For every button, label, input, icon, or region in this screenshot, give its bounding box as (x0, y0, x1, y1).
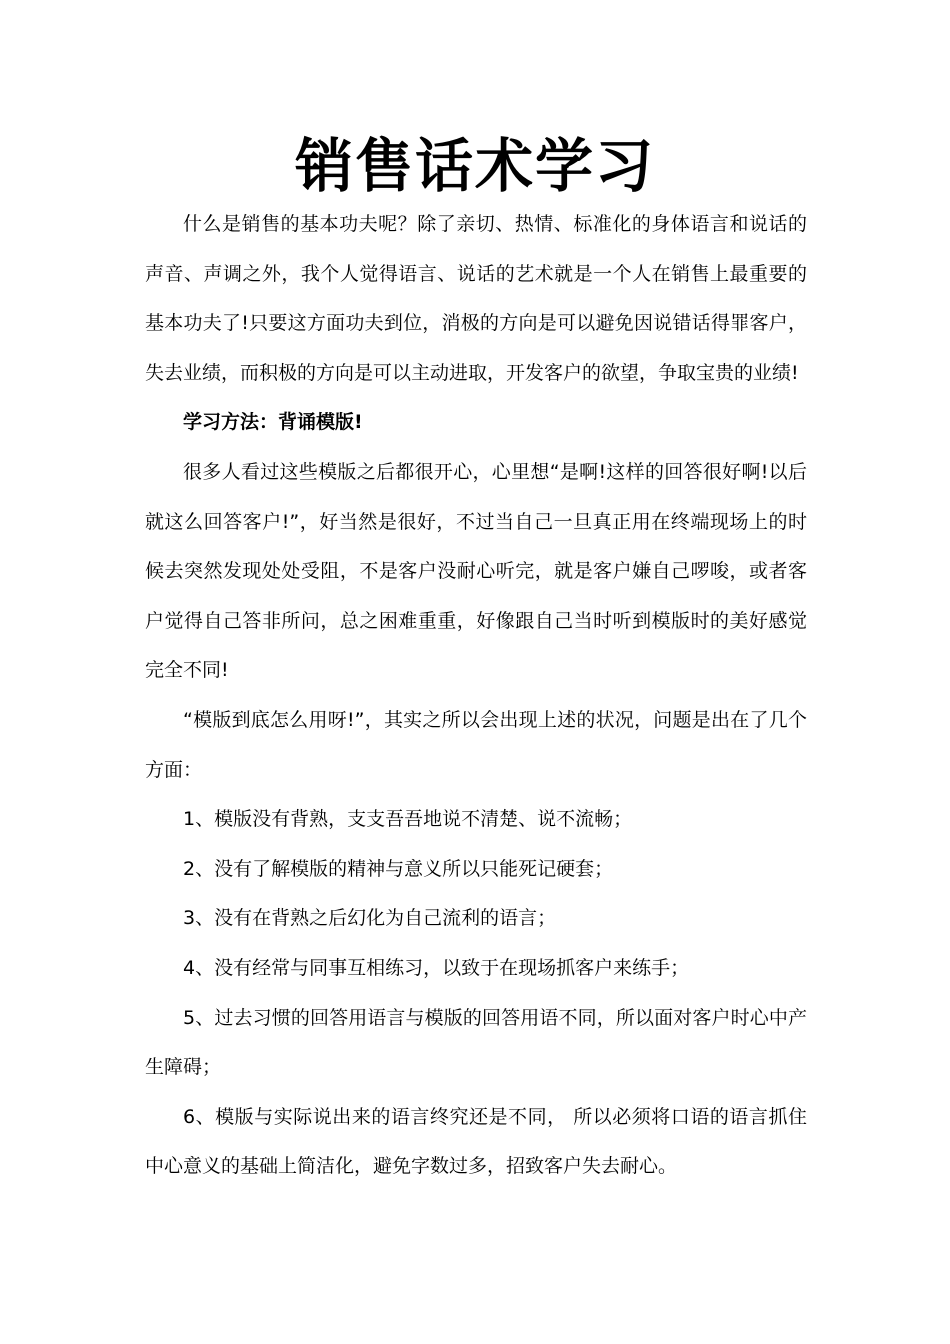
section-heading: 学习方法：背诵模版! (183, 411, 363, 434)
paragraph-question: “模版到底怎么用呀!”，其实之所以会出现上述的状况，问题是出在了几个方面： (145, 708, 807, 781)
list-item: 4、没有经常与同事互相练习，以致于在现场抓客户来练手； (183, 956, 690, 979)
paragraph-problem: 很多人看过这些模版之后都很开心，心里想“是啊!这样的回答很好啊!以后就这么回答客户!”，好当然是很好，不过当自己一旦真正用在终端现场上的时候去突然发现处处受阻，不是客户没耐心听完，就是客户嫌自己啰唆，或者客户觉得自己答非所问，总之困难重重，好像跟自己当时听到模版时的美好感觉完全不同! (145, 460, 807, 682)
list-item: 3、没有在背熟之后幻化为自己流利的语言； (183, 907, 557, 930)
list-item: 6、模版与实际说出来的语言终究还是不同， 所以必须将口语的语言抓住中心意义的基础上简洁化，避免字数过多，招致客户失去耐心。 (145, 1105, 807, 1178)
list-item: 2、没有了解模版的精神与意义所以只能死记硬套； (183, 857, 614, 880)
list-item: 1、模版没有背熟，支支吾吾地说不清楚、说不流畅； (183, 808, 633, 831)
list-item: 5、过去习惯的回答用语言与模版的回答用语不同，所以面对客户时心中产生障碍； (145, 1006, 807, 1079)
document-title: 销售话术学习 (294, 132, 655, 200)
paragraph-intro: 什么是销售的基本功夫呢？除了亲切、热情、标准化的身体语言和说话的声音、声调之外，我个人觉得语言、说话的艺术就是一个人在销售上最重要的基本功夫了!只要这方面功夫到位，消极的方向是可以避免因说错话得罪客户，失去业绩，而积极的方向是可以主动进取，开发客户的欲望，争取宝贵的业绩! (145, 213, 807, 384)
document-body (145, 200, 807, 1192)
